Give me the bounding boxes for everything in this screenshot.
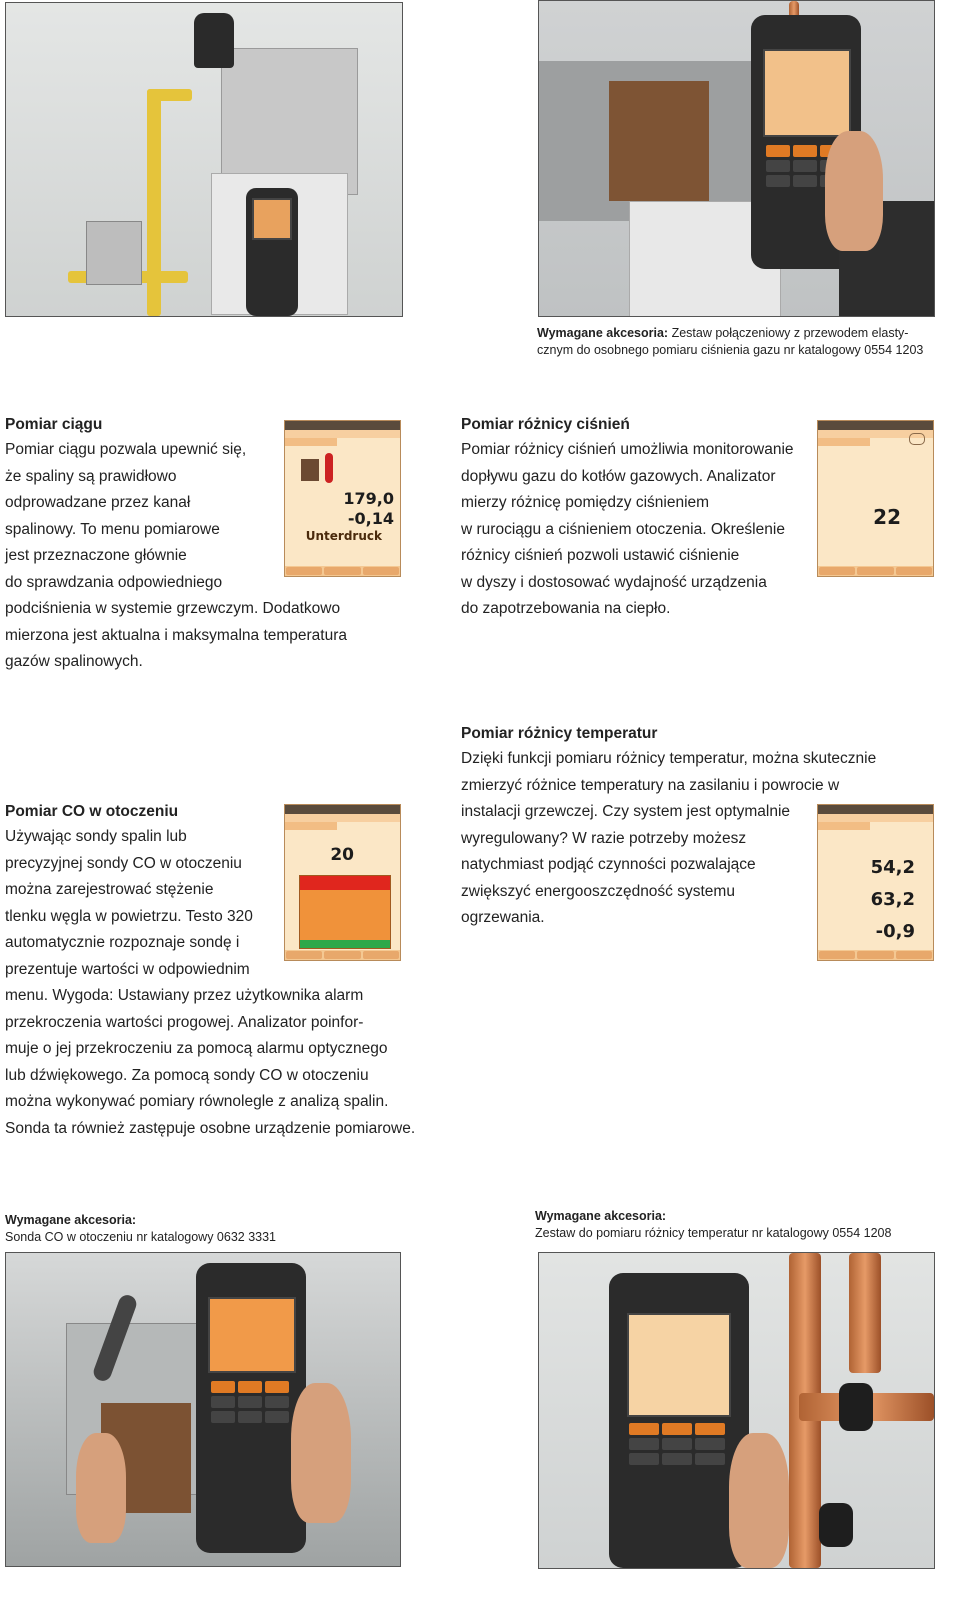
device-screen-pressure — [817, 420, 934, 577]
device-screen-temperature — [817, 804, 934, 961]
photo-draft-measurement — [5, 2, 403, 317]
screen-submode — [285, 822, 337, 830]
screen-softkeys — [818, 950, 933, 960]
text-line: spalinowy. To menu pomiarowe — [5, 520, 220, 538]
text-line: ogrzewania. — [461, 909, 545, 926]
text-line: Pomiar ciągu pozwala upewnić się, — [5, 441, 247, 458]
device-screen-co — [284, 804, 401, 961]
text-line: mierzona jest aktualna i maksymalna temperatura — [5, 626, 348, 644]
screen-statusbar — [285, 421, 400, 430]
text-line: zwiększyć energooszczędność systemu — [461, 882, 735, 900]
screen-reading-draft: -0,14 — [347, 509, 394, 528]
screen-submode — [285, 438, 337, 446]
text-line: można zarejestrować stężenie — [5, 881, 214, 898]
chimney-icon — [301, 459, 319, 481]
text-line: menu. Wygoda: Ustawiany przez użytkownika alarm — [5, 987, 364, 1004]
text-line: instalacji grzewczej. Czy system jest optymalnie — [461, 803, 791, 820]
screen-mode — [285, 430, 400, 438]
caption-text: cznym do osobnego pomiaru ciśnienia gazu nr katalogowy 0554 1203 — [537, 343, 924, 357]
text-line: precyzyjnej sondy CO w otoczeniu — [5, 854, 242, 872]
text-line: automatycznie rozpoznaje sondę i — [5, 934, 240, 951]
photo-co-probe — [5, 1252, 401, 1567]
section-title-pressure: Pomiar różnicy ciśnień — [461, 416, 630, 433]
screen-reading-t2: 63,2 — [870, 889, 915, 910]
text-line: różnicy ciśnień pozwoli ustawić ciśnienie — [461, 547, 740, 564]
section-title-co: Pomiar CO w otoczeniu — [5, 803, 179, 820]
caption-label: Wymagane akcesoria: — [535, 1209, 667, 1223]
section-title-draft: Pomiar ciągu — [5, 416, 103, 433]
text-line: Sonda ta również zastępuje osobne urządzenie pomiarowe. — [5, 1119, 416, 1137]
text-line: prezentuje wartości w odpowiednim — [5, 960, 250, 978]
screen-submode — [818, 438, 870, 446]
screen-statusbar — [818, 805, 933, 814]
screen-reading-pressure: 22 — [873, 505, 901, 529]
text-line: natychmiast podjąć czynności pozwalające — [461, 856, 756, 873]
section-body-pressure — [461, 437, 794, 623]
text-line: zmierzyć różnice temperatury na zasilaniu i powrocie w — [461, 776, 840, 794]
text-line: odprowadzane przez kanał — [5, 494, 191, 511]
temperature-clamp — [819, 1503, 853, 1547]
photo-temperature-clamps — [538, 1252, 935, 1569]
screen-mode — [285, 814, 400, 822]
caption-text: Zestaw połączeniowy z przewodem elasty- — [668, 326, 909, 340]
text-line: lub dźwiękowego. Za pomocą sondy CO w otoczeniu — [5, 1066, 369, 1084]
thermometer-icon — [325, 453, 333, 483]
screen-status-text: Unterdruck — [305, 529, 382, 543]
text-line: przekroczenia wartości progowej. Analizator poinfor- — [5, 1013, 364, 1031]
caption-label: Wymagane akcesoria: — [537, 326, 669, 340]
text-line: do sprawdzania odpowiedniego — [5, 573, 223, 591]
text-line: że spaliny są prawidłowo — [5, 467, 177, 485]
section-title-temperature: Pomiar różnicy temperatur — [461, 725, 658, 742]
text-line: do zapotrzebowania na ciepło. — [461, 600, 671, 617]
text-line: jest przeznaczone głównie — [5, 547, 187, 564]
screen-mode — [818, 814, 933, 822]
screen-statusbar — [818, 421, 933, 430]
caption-label: Wymagane akcesoria: — [5, 1213, 137, 1227]
temperature-clamp — [839, 1383, 873, 1431]
text-line: muje o jej przekroczeniu za pomocą alarmu optycznego — [5, 1040, 388, 1057]
screen-statusbar — [285, 805, 400, 814]
text-line: Dzięki funkcji pomiaru różnicy temperatur, można skutecznie — [461, 750, 877, 767]
pressure-icon — [909, 433, 925, 445]
co-alarm-bar-chart — [299, 875, 391, 949]
screen-reading-t1: 54,2 — [870, 857, 915, 878]
screen-softkeys — [818, 566, 933, 576]
text-line: można wykonywać pomiary równolegle z analizą spalin. — [5, 1093, 389, 1110]
caption-text: Sonda CO w otoczeniu nr katalogowy 0632 3331 — [5, 1230, 277, 1244]
bottom-left-caption — [5, 1212, 276, 1246]
screen-reading-delta: -0,9 — [875, 921, 915, 942]
caption-text: Zestaw do pomiaru różnicy temperatur nr katalogowy 0554 1208 — [535, 1226, 892, 1240]
text-line: w rurociągu a ciśnieniem otoczenia. Określenie — [461, 520, 785, 538]
text-line: tlenku węgla w powietrzu. Testo 320 — [5, 907, 253, 925]
text-line: Pomiar różnicy ciśnień umożliwia monitorowanie — [461, 441, 794, 458]
screen-reading-temperature: 179,0 — [343, 489, 394, 508]
text-line: gazów spalinowych. — [5, 653, 143, 670]
section-body-temperature — [461, 746, 876, 932]
text-line: mierzy różnicę pomiędzy ciśnieniem — [461, 494, 710, 511]
device-screen-draft — [284, 420, 401, 577]
screen-softkeys — [285, 566, 400, 576]
text-line: dopływu gazu do kotłów gazowych. Analizator — [461, 467, 776, 485]
screen-softkeys — [285, 950, 400, 960]
screen-reading-co: 20 — [330, 845, 354, 865]
photo-pressure-measurement — [538, 0, 935, 317]
screen-submode — [818, 822, 870, 830]
bottom-right-caption — [535, 1208, 891, 1242]
text-line: wyregulowany? W razie potrzeby możesz — [461, 829, 747, 847]
top-right-caption — [537, 325, 937, 359]
text-line: w dyszy i dostosować wydajność urządzenia — [461, 573, 767, 591]
text-line: podciśnienia w systemie grzewczym. Dodatkowo — [5, 600, 341, 617]
text-line: Używając sondy spalin lub — [5, 828, 187, 845]
